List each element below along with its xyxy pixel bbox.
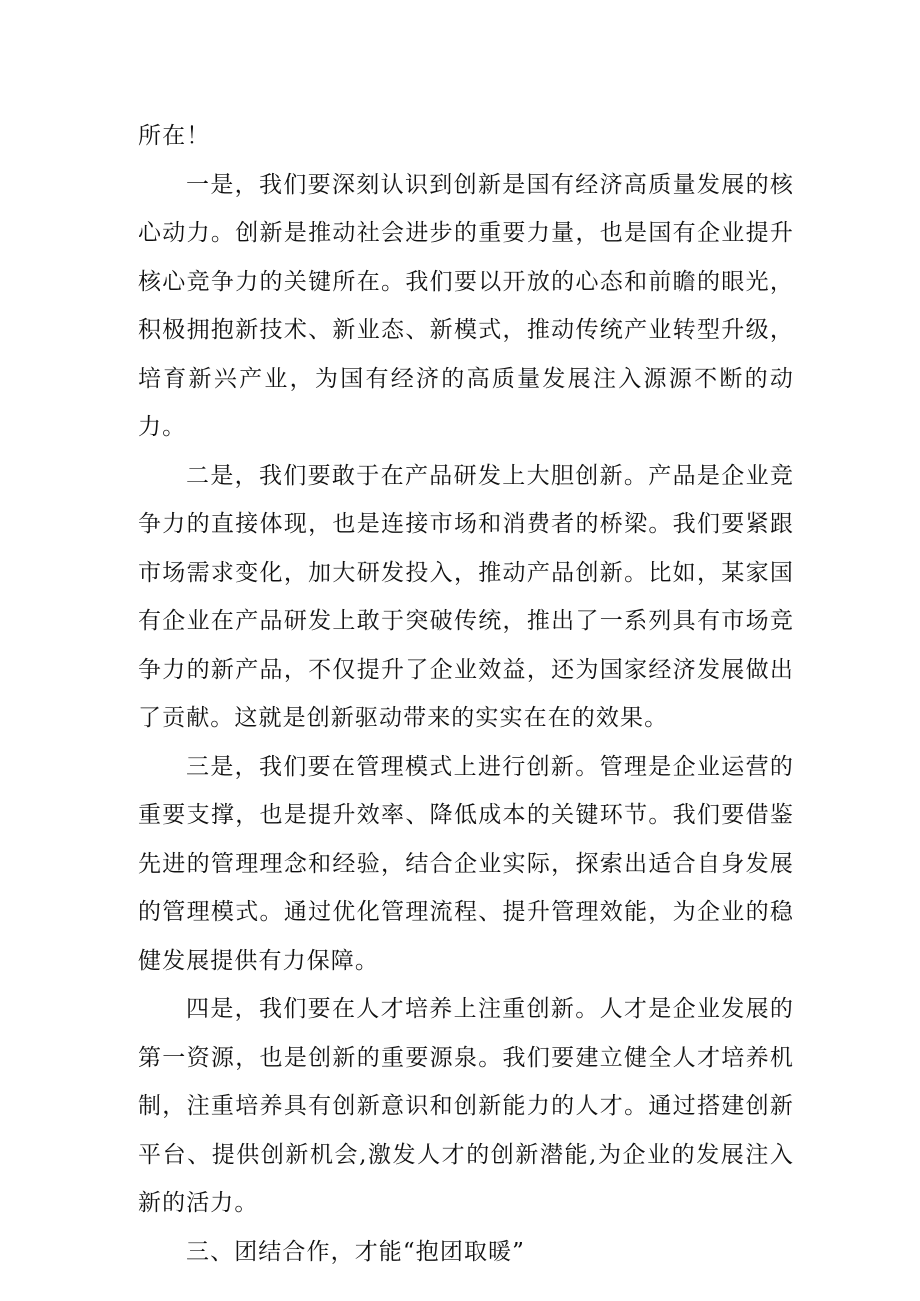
paragraph-continuation: 所在！ [138,123,211,149]
paragraph-point-four: 四是，我们要在人才培养上注重创新。人才是企业发展的第一资源，也是创新的重要源泉。我们要建立健全人才培养机制，注重培养具有创新意识和创新能力的人才。通过搭建创新平台、提供创新机会,激发人才的创新潜能,为企业的发展注入新的活力。 [138,996,794,1216]
paragraph-point-two: 二是，我们要敢于在产品研发上大胆创新。产品是企业竞争力的直接体现，也是连接市场和消费者的桥梁。我们要紧跟市场需求变化，加大研发投入，推动产品创新。比如，某家国有企业在产品研发上敢于突破传统，推出了一系列具有市场竞争力的新产品，不仅提升了企业效益，还为国家经济发展做出了贡献。这就是创新驱动带来的实实在在的效果。 [138,462,794,731]
paragraph-point-one: 一是，我们要深刻认识到创新是国有经济高质量发展的核心动力。创新是推动社会进步的重要力量，也是国有企业提升核心竞争力的关键所在。我们要以开放的心态和前瞻的眼光，积极拥抱新技术、新业态、新模式，推动传统产业转型升级，培育新兴产业，为国有经济的高质量发展注入源源不断的动力。 [138,171,794,440]
document-body [138,112,794,1276]
section-heading: 三、团结合作，才能“抱团取暖” [186,1238,526,1265]
paragraph-point-three: 三是，我们要在管理模式上进行创新。管理是企业运营的重要支撑，也是提升效率、降低成本的关键环节。我们要借鉴先进的管理理念和经验，结合企业实际，探索出适合自身发展的管理模式。通过优化管理流程、提升管理效能，为企业的稳健发展提供有力保障。 [138,753,794,974]
